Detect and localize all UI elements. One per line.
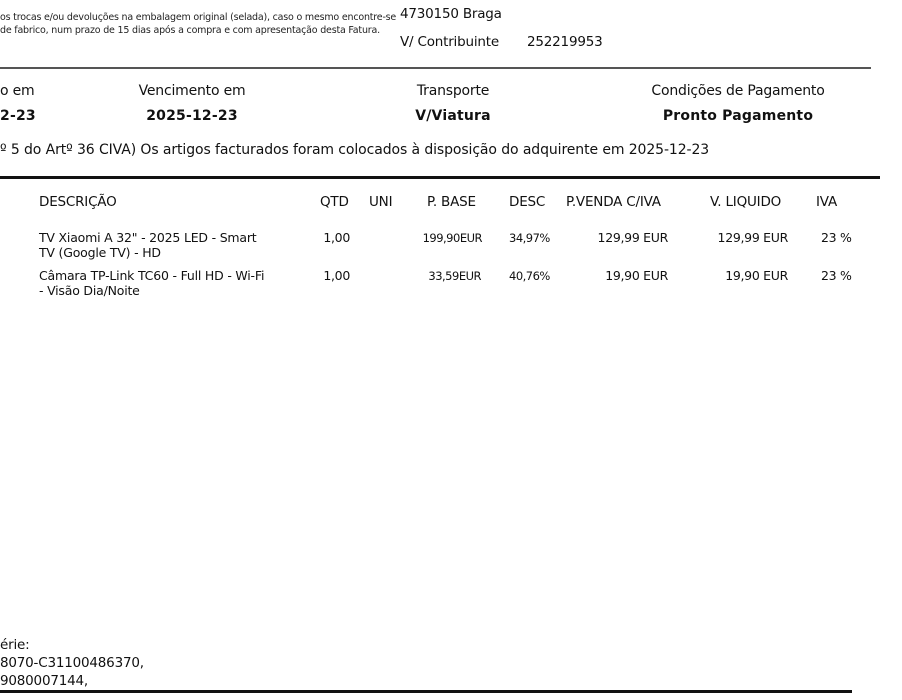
- row-net-value: 129,99 EUR: [717, 230, 788, 245]
- col-unit: UNI: [369, 194, 393, 210]
- customer-nif-value: 252219953: [527, 34, 603, 50]
- return-policy-note: [0, 11, 396, 37]
- emission-date-label: o em: [0, 83, 35, 99]
- row-description: Câmara TP-Link TC60 - Full HD - Wi-Fi - Visão Dia/Noite: [39, 268, 265, 298]
- row-qty: 1,00: [323, 268, 350, 283]
- row-discount: 40,76%: [509, 269, 550, 283]
- due-date-value: 2025-12-23: [146, 108, 238, 124]
- serial-label: érie:: [0, 637, 30, 653]
- payment-terms-value: Pronto Pagamento: [662, 108, 814, 124]
- col-qty: QTD: [320, 194, 349, 210]
- row-vat: 23 %: [821, 230, 852, 245]
- customer-postal-code: 4730150 Braga: [400, 6, 502, 22]
- due-date-label: Vencimento em: [138, 83, 246, 99]
- serial-numbers: [0, 636, 144, 690]
- serial-number-2: 9080007144,: [0, 673, 88, 689]
- customer-nif-label: V/ Contribuinte: [400, 34, 499, 50]
- row-discount: 34,97%: [509, 231, 550, 245]
- col-vat: IVA: [816, 194, 837, 210]
- col-sale-price-vat: P.VENDA C/IVA: [566, 194, 661, 210]
- row-sale-price-vat: 19,90 EUR: [605, 268, 668, 283]
- transport-label: Transporte: [416, 83, 490, 99]
- row-vat: 23 %: [821, 268, 852, 283]
- header-divider: [0, 67, 871, 69]
- payment-terms-label: Condições de Pagamento: [651, 83, 825, 99]
- col-net-value: V. LIQUIDO: [710, 194, 782, 210]
- row-sale-price-vat: 129,99 EUR: [597, 230, 668, 245]
- col-discount: DESC: [509, 194, 546, 210]
- return-policy-line-1: os trocas e/ou devoluções na embalagem original (selada), caso o mesmo encontre-se: [0, 12, 397, 23]
- row-net-value: 19,90 EUR: [725, 268, 788, 283]
- col-description: DESCRIÇÃO: [39, 194, 117, 210]
- emission-date-value: 2-23: [0, 108, 36, 124]
- serial-number-1: 8070-C31100486370,: [0, 655, 144, 671]
- row-qty: 1,00: [323, 230, 350, 245]
- return-policy-line-2: de fabrico, num prazo de 15 dias após a compra e com apresentação desta Fatura.: [0, 25, 380, 36]
- table-top-divider: [0, 176, 880, 179]
- row-base-price: 33,59EUR: [428, 269, 481, 283]
- footer-divider: [0, 690, 852, 693]
- row-base-price: 199,90EUR: [422, 231, 482, 245]
- row-description: TV Xiaomi A 32" - 2025 LED - Smart TV (Google TV) - HD: [39, 230, 257, 260]
- col-base-price: P. BASE: [427, 194, 476, 210]
- legal-note: º 5 do Artº 36 CIVA) Os artigos facturados foram colocados à disposição do adquirente em 2025-12-23: [0, 142, 710, 158]
- transport-value: V/Viatura: [415, 108, 491, 124]
